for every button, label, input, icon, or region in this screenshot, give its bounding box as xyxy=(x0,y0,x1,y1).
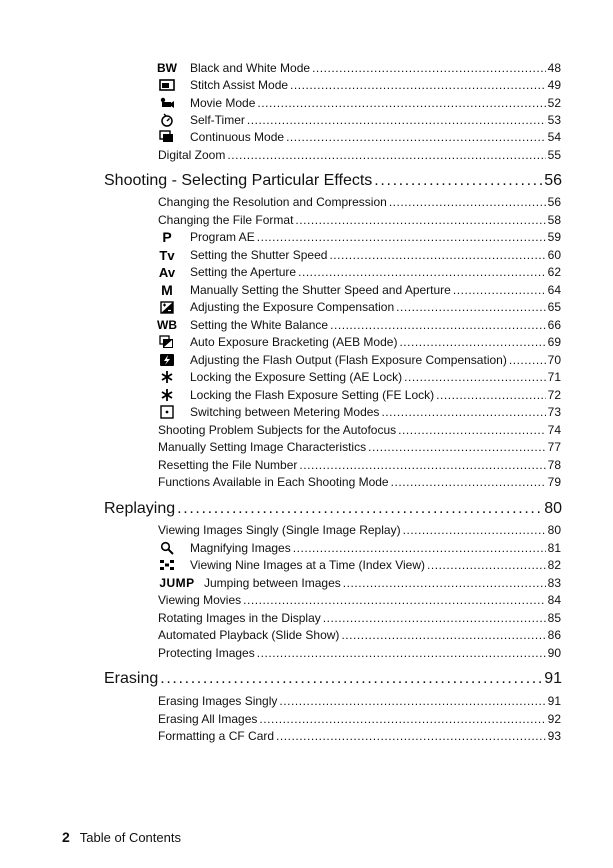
toc-entry[interactable] xyxy=(190,60,561,77)
toc-entry[interactable] xyxy=(190,334,561,351)
exposure-compensation-icon xyxy=(156,299,178,315)
toc-section-label: Erasing xyxy=(104,670,159,687)
toc-entry-label: Movie Mode xyxy=(190,96,256,110)
toc-entry-label: Viewing Movies xyxy=(158,593,242,607)
toc-entry-label: Continuous Mode xyxy=(190,130,285,144)
stitch-assist-icon xyxy=(156,77,178,93)
toc-entry-page: 85 xyxy=(547,611,561,625)
toc-section[interactable] xyxy=(104,668,562,690)
toc-entry-page: 83 xyxy=(547,576,561,590)
toc-entry-label: Formatting a CF Card xyxy=(158,729,275,743)
toc-entry[interactable] xyxy=(190,247,561,264)
toc-entry-label: Magnifying Images xyxy=(190,541,291,555)
leader-dots xyxy=(243,592,545,609)
leader-dots xyxy=(436,387,546,404)
leader-dots xyxy=(330,317,546,334)
toc-entry-page: 90 xyxy=(547,646,561,660)
toc-entry[interactable] xyxy=(190,112,561,129)
bw-icon: BW xyxy=(157,61,177,75)
toc-entry-page: 54 xyxy=(547,130,561,144)
toc-entry-page: 48 xyxy=(547,61,561,75)
leader-dots xyxy=(257,645,546,662)
page-number: 2 xyxy=(62,829,70,845)
toc-entry-label: Automated Playback (Slide Show) xyxy=(158,628,340,642)
toc-entry-label: Erasing Images Singly xyxy=(158,694,278,708)
toc-section-label: Replaying xyxy=(104,500,176,517)
toc-entry[interactable] xyxy=(190,387,561,404)
toc-entry[interactable] xyxy=(190,540,561,557)
leader-dots xyxy=(329,247,545,264)
toc-entry[interactable] xyxy=(190,317,561,334)
toc-entry[interactable] xyxy=(158,645,561,662)
leader-dots xyxy=(381,404,545,421)
toc-entry-label: Stitch Assist Mode xyxy=(190,78,289,92)
toc-entry-label: Switching between Metering Modes xyxy=(190,405,380,419)
toc-entry-label: Manually Setting Image Characteristics xyxy=(158,440,367,454)
toc-entry-page: 70 xyxy=(547,353,561,367)
toc-entry-label: Resetting the File Number xyxy=(158,458,298,472)
toc-entry-label: Changing the Resolution and Compression xyxy=(158,195,387,209)
toc-entry-page: 93 xyxy=(547,729,561,743)
flash-exposure-icon xyxy=(156,352,178,368)
leader-dots xyxy=(427,557,546,574)
aperture-icon: Av xyxy=(158,264,176,280)
toc-entry[interactable] xyxy=(190,352,561,369)
leader-dots xyxy=(247,112,546,129)
toc-entry[interactable] xyxy=(158,439,561,456)
toc-entry[interactable] xyxy=(190,557,561,574)
toc-entry-page: 72 xyxy=(547,388,561,402)
leader-dots xyxy=(389,194,546,211)
toc-section[interactable] xyxy=(104,170,562,192)
toc-entry[interactable] xyxy=(190,95,561,112)
toc-entry-page: 71 xyxy=(547,370,561,384)
toc-entry[interactable] xyxy=(158,212,561,229)
toc-entry-label: Black and White Mode xyxy=(190,61,311,75)
metering-mode-icon xyxy=(156,404,178,420)
toc-entry[interactable] xyxy=(158,474,561,491)
leader-dots xyxy=(290,77,546,94)
leader-dots xyxy=(286,129,546,146)
movie-camera-icon xyxy=(156,95,178,111)
toc-entry-label: Manually Setting the Shutter Speed and Aperture xyxy=(190,283,451,297)
toc-entry-label: Program AE xyxy=(190,230,255,244)
leader-dots xyxy=(295,212,545,229)
page-footer xyxy=(62,829,181,845)
toc-entry-page: 55 xyxy=(547,148,561,162)
leader-dots xyxy=(257,95,545,112)
toc-entry[interactable] xyxy=(190,229,561,246)
toc-entry-page: 74 xyxy=(547,423,561,437)
toc-entry[interactable] xyxy=(190,282,561,299)
toc-entry[interactable] xyxy=(158,693,561,710)
fe-lock-icon xyxy=(156,387,178,403)
shutter-speed-icon: Tv xyxy=(159,247,175,263)
toc-entry-page: 56 xyxy=(547,195,561,209)
toc-entry[interactable] xyxy=(158,422,561,439)
leader-dots xyxy=(298,264,546,281)
toc-entry-label: Setting the Aperture xyxy=(190,265,297,279)
toc-entry[interactable] xyxy=(190,299,561,316)
leader-dots xyxy=(293,540,546,557)
leader-dots xyxy=(257,229,546,246)
toc-entry[interactable] xyxy=(190,77,561,94)
toc-entry-page: 58 xyxy=(547,213,561,227)
leader-dots xyxy=(177,498,542,520)
toc-section-page: 80 xyxy=(544,500,562,517)
toc-entry[interactable] xyxy=(158,711,561,728)
toc-entry-page: 59 xyxy=(547,230,561,244)
toc-entry-label: Locking the Flash Exposure Setting (FE Lock) xyxy=(190,388,435,402)
toc-entry-label: Self-Timer xyxy=(190,113,245,127)
toc-entry-label: Rotating Images in the Display xyxy=(158,611,321,625)
toc-entry-page: 64 xyxy=(547,283,561,297)
aeb-icon xyxy=(156,334,178,350)
toc-entry[interactable] xyxy=(158,147,561,164)
toc-entry-label: Shooting Problem Subjects for the Autofocus xyxy=(158,423,397,437)
leader-dots xyxy=(279,693,545,710)
toc-entry-label: Setting the White Balance xyxy=(190,318,329,332)
toc-entry-page: 79 xyxy=(547,475,561,489)
toc-entry-label: Auto Exposure Bracketing (AEB Mode) xyxy=(190,335,398,349)
toc-entry[interactable] xyxy=(158,522,561,539)
toc-entry-page: 62 xyxy=(547,265,561,279)
leader-dots xyxy=(398,422,545,439)
leader-dots xyxy=(453,282,546,299)
toc-entry-label: Setting the Shutter Speed xyxy=(190,248,328,262)
toc-entry-label: Erasing All Images xyxy=(158,712,258,726)
leader-dots xyxy=(368,439,546,456)
toc-entry[interactable] xyxy=(158,194,561,211)
manual-mode-icon: M xyxy=(161,282,173,298)
toc-entry-label: Protecting Images xyxy=(158,646,255,660)
toc-entry[interactable] xyxy=(190,369,561,386)
toc-entry[interactable] xyxy=(158,728,561,745)
toc-entry-page: 53 xyxy=(547,113,561,127)
index-view-icon xyxy=(156,557,178,573)
leader-dots xyxy=(323,610,546,627)
white-balance-icon: WB xyxy=(157,318,177,332)
toc-entry[interactable] xyxy=(158,592,561,609)
self-timer-icon xyxy=(156,112,178,128)
toc-entry[interactable] xyxy=(158,627,561,644)
leader-dots xyxy=(227,147,545,164)
leader-dots xyxy=(341,627,545,644)
toc-entry-page: 86 xyxy=(547,628,561,642)
leader-dots xyxy=(276,728,546,745)
toc-entry-label: Adjusting the Flash Output (Flash Exposure Compensation) xyxy=(190,353,507,367)
toc-entry-label: Functions Available in Each Shooting Mode xyxy=(158,475,389,489)
toc-entry-page: 66 xyxy=(547,318,561,332)
toc-entry[interactable] xyxy=(190,404,561,421)
toc-entry-label: Adjusting the Exposure Compensation xyxy=(190,300,395,314)
leader-dots xyxy=(299,457,545,474)
leader-dots xyxy=(391,474,546,491)
leader-dots xyxy=(404,369,546,386)
toc-entry-label: Jumping between Images xyxy=(204,576,341,590)
toc-entry-page: 78 xyxy=(547,458,561,472)
toc-entry-page: 82 xyxy=(547,558,561,572)
magnify-icon xyxy=(156,540,178,556)
toc-entry-page: 84 xyxy=(547,593,561,607)
leader-dots xyxy=(343,575,546,592)
toc-section-page: 91 xyxy=(544,670,562,687)
footer-title: Table of Contents xyxy=(79,830,181,845)
program-ae-icon: P xyxy=(162,229,172,245)
toc-entry-label: Digital Zoom xyxy=(158,148,226,162)
leader-dots xyxy=(396,299,546,316)
toc-section-page: 56 xyxy=(544,172,562,189)
toc-entry-label: Changing the File Format xyxy=(158,213,294,227)
toc-entry-page: 52 xyxy=(547,96,561,110)
toc-entry-label: Viewing Images Singly (Single Image Replay) xyxy=(158,523,401,537)
toc-entry-label: Viewing Nine Images at a Time (Index View) xyxy=(190,558,426,572)
toc-entry[interactable] xyxy=(204,575,561,592)
jump-icon: JUMP xyxy=(159,576,195,590)
ae-lock-icon xyxy=(156,369,178,385)
toc-entry[interactable] xyxy=(190,264,561,281)
toc-section[interactable] xyxy=(104,498,562,520)
leader-dots xyxy=(259,711,545,728)
toc-entry-label: Locking the Exposure Setting (AE Lock) xyxy=(190,370,403,384)
toc-entry-page: 60 xyxy=(547,248,561,262)
leader-dots xyxy=(403,522,546,539)
toc-entry-page: 69 xyxy=(547,335,561,349)
continuous-mode-icon xyxy=(156,129,178,145)
leader-dots xyxy=(374,170,542,192)
toc-entry-page: 81 xyxy=(547,541,561,555)
leader-dots xyxy=(160,668,542,690)
leader-dots xyxy=(312,60,546,77)
leader-dots xyxy=(399,334,545,351)
toc-entry-page: 73 xyxy=(547,405,561,419)
toc-entry-page: 80 xyxy=(547,523,561,537)
toc-entry-page: 91 xyxy=(547,694,561,708)
toc-entry-page: 92 xyxy=(547,712,561,726)
toc-entry[interactable] xyxy=(190,129,561,146)
toc-section-label: Shooting - Selecting Particular Effects xyxy=(104,172,373,189)
leader-dots xyxy=(509,352,546,369)
toc-entry[interactable] xyxy=(158,457,561,474)
toc-entry-page: 77 xyxy=(547,440,561,454)
toc-entry[interactable] xyxy=(158,610,561,627)
toc-entry-page: 49 xyxy=(547,78,561,92)
toc-entry-page: 65 xyxy=(547,300,561,314)
